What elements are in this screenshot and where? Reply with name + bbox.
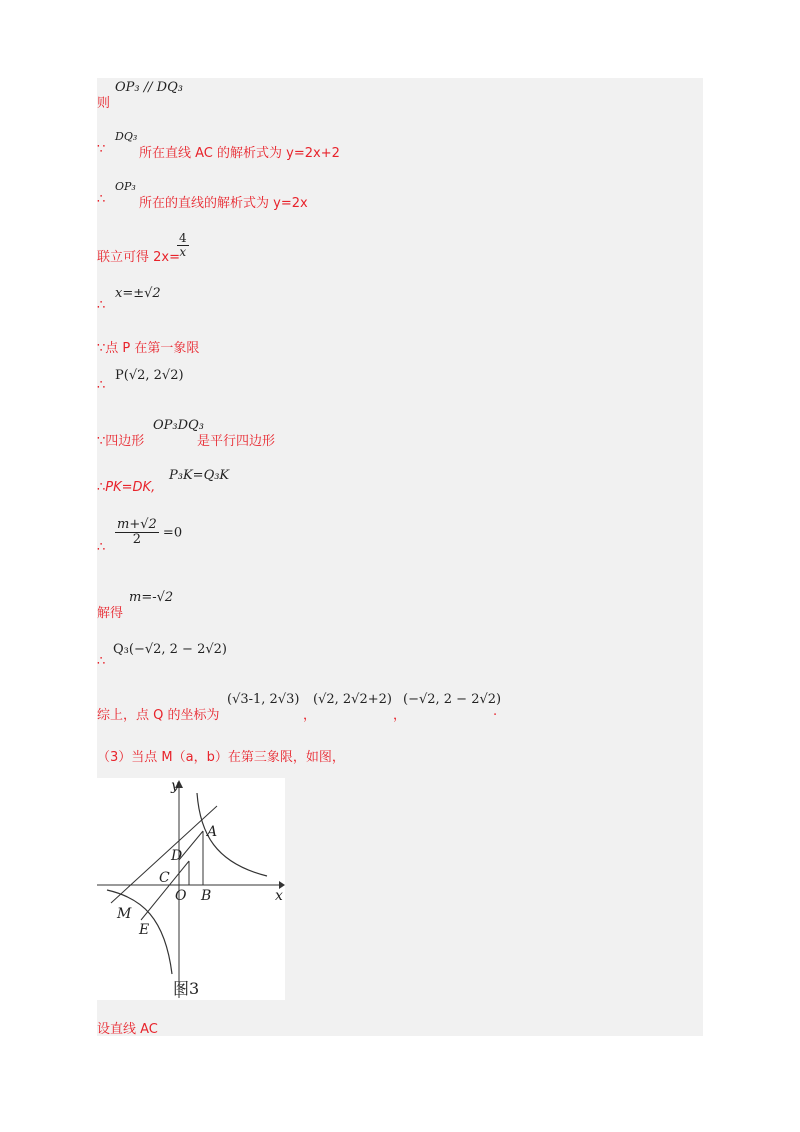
line-2-math: DQ₃ [115,130,138,143]
label-B: B [201,888,212,904]
segment-DA [179,831,203,860]
line-8-text-a: ∵四边形 [97,434,145,449]
line-9-text: ∴PK=DK, [97,480,156,495]
label-M: M [117,906,132,922]
line-2-prefix: ∵ [97,142,106,157]
line-1-math: OP₃ // DQ₃ [115,80,183,95]
line-7-prefix: ∴ [97,378,106,393]
figure-svg [97,778,285,1000]
line-12-prefix: ∴ [97,654,106,669]
line-3-text: 所在的直线的解析式为 y=2x [139,196,308,211]
label-D: D [171,848,183,864]
line-10-rhs: =0 [162,525,183,541]
label-y: y [171,778,179,794]
line-13-math-3: (−√2, 2 − 2√2) [403,692,502,707]
line-10-denominator: 2 [132,532,142,548]
line-14-text: （3）当点 M（a，b）在第三象限，如图， [97,750,345,765]
line-3-prefix: ∴ [97,192,106,207]
line-4-numerator: 4 [179,231,187,245]
label-x: x [275,888,283,904]
line-5-prefix: ∴ [97,298,106,313]
label-C: C [159,870,170,886]
line-4-denominator: x [179,245,187,260]
line-3 [97,192,105,207]
line-2-text: 所在直线 AC 的解析式为 y=2x+2 [139,146,340,161]
line-3-math: OP₃ [115,180,136,193]
line-10-numerator: m+√2 [117,517,157,532]
label-E: E [139,922,150,938]
line-5-math: x=±√2 [115,286,161,301]
line-13-text: 综上，点 Q 的坐标为 [97,708,220,723]
line-8-math: OP₃DQ₃ [153,418,204,433]
line-11-math: m=-√2 [129,590,174,605]
line-13-sep-1: ， [303,708,317,723]
document-page [97,78,703,1036]
line-10-fraction [115,518,182,548]
line-1 [97,92,110,111]
line-4-text: 联立可得 2x= [97,250,180,265]
figure-3 [97,778,285,1000]
label-A: A [207,824,218,840]
line-1-prefix: 则 [97,96,111,111]
line-2 [97,142,105,157]
line-13-math-1: (√3-1, 2√3) [227,692,300,707]
label-O: O [175,888,187,904]
line-6-text: ∵点 P 在第一象限 [97,341,200,356]
figure-caption: 图3 [173,979,200,998]
line-7-math: P(√2, 2√2) [115,368,184,383]
line-9-math: P₃K=Q₃K [169,468,230,483]
line-11-text: 解得 [97,606,124,621]
line-13-sep-2: ， [393,708,407,723]
line-15-text: 设直线 AC [97,1022,158,1037]
line-8-text-b: 是平行四边形 [197,434,276,449]
line-12-math: Q₃(−√2, 2 − 2√2) [113,642,227,657]
line-10-prefix: ∴ [97,540,106,555]
line-13-math-2: (√2, 2√2+2) [313,692,392,707]
line-13-end: . [493,704,498,719]
line-4-fraction [177,232,189,259]
